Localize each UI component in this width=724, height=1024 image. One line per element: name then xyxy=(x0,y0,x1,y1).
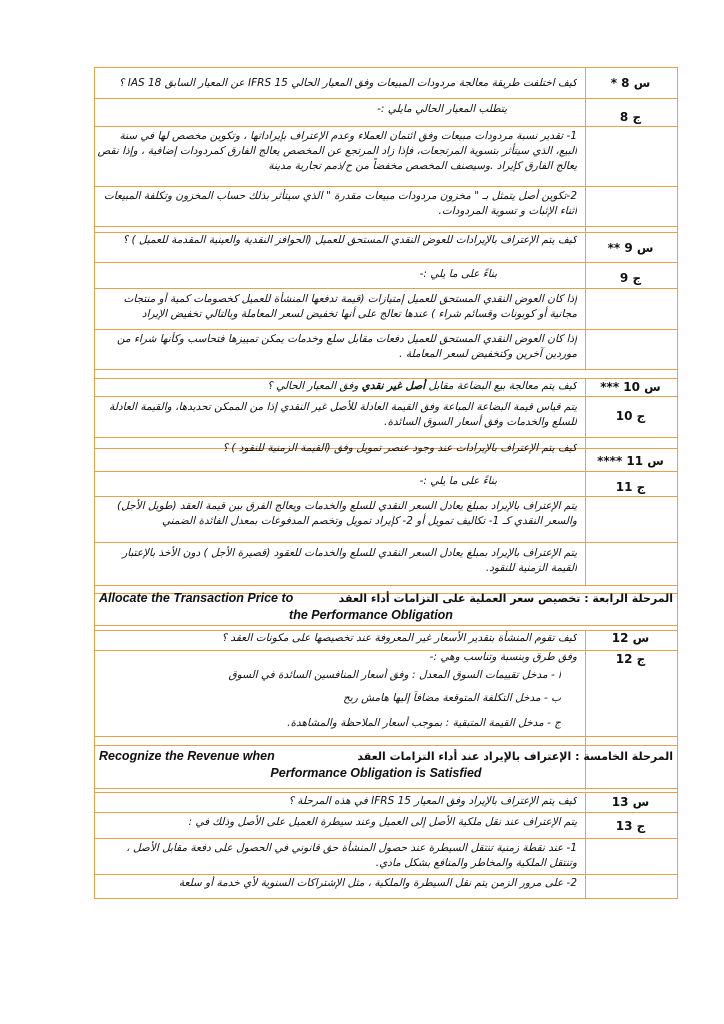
stage4-arabic: المرحلة الرابعة : تخصيص سعر العملية على التزامات أداء العقد xyxy=(338,592,673,605)
q9-label: س 9 ** xyxy=(607,241,654,255)
q10-question xyxy=(97,379,577,394)
q10-label: س 10 *** xyxy=(600,380,661,394)
q8-label: س 8 * xyxy=(610,76,651,90)
q13-label: س 13 xyxy=(611,795,650,809)
q9-question: كيف يتم الإعتراف بالإيرادات للعوض النقدي المستحق للعميل (الحوافز النقدية والعينية المقدمة للعميل ) ؟ xyxy=(122,234,577,246)
stage4-heading xyxy=(99,590,673,624)
q10-answer-label: ج 10 xyxy=(615,409,646,423)
q8-point2: 2-تكوين أصل يتمثل بـ " مخزون مردودات مبيعات مقدرة " الذي سيتأثر بذلك حساب المخزون وتكلفة المبيعات أثناء الإثبات و تسوية المردودات. xyxy=(103,190,577,217)
q8-answer-label: ج 8 xyxy=(619,110,642,124)
q12-label: س 12 xyxy=(611,631,650,645)
q11-question: كيف يتم الإعتراف بالإيرادات عند وجود عنصر تمويل وفق (القيمة الزمنية للنقود ) ؟ xyxy=(222,442,577,454)
q12-intro: وفق طرق وبنسبة وتناسب وهي :- xyxy=(429,651,577,663)
q10-answer: يتم قياس قيمة البضاعة المباعة وفق القيمة العادلة للأصل غير النقدي إذا من الممكن تحديدها، والقيمة العادلة للسلع والخدمات وفق أسعار السوق السائدة. xyxy=(109,401,577,428)
q11-point1: يتم الإعتراف بالإيراد بمبلغ يعادل السعر النقدي للسلع والخدمات ويعالج الفرق بين قيمة العقد (طويل الأجل) والسعر النقدي كـ 1- تكاليف تمويل أو 2- كإيراد تمويل وتخصم المدفوعات بمعدل الفائدة الضمني xyxy=(117,500,577,527)
q11-point2: يتم الإعتراف بالإيراد بمبلغ يعادل السعر النقدي للسلع والخدمات للعقود (قصيرة الأجل ) دون الأخذ بالإعتبار القيمة الزمنية للنقود. xyxy=(122,547,577,574)
q12-question: كيف تقوم المنشأة بتقدير الأسعار غير المعروفة عند تخصيصها على مكونات العقد ؟ xyxy=(221,632,577,644)
q9-intro: بناءً على ما يلي :- xyxy=(419,268,497,280)
q13-point1: 1- عند نقطة زمنية تنتقل السيطرة عند حصول المنشأة حق قانوني في الحصول على دفعة مقابل الأصل ، وتنتقل الملكية والمخاطر والمنافع بشكل مادي. xyxy=(126,842,577,869)
stage5-arabic: المرحلة الخامسة : الإعتراف بالإيراد عند أداء التزامات العقد xyxy=(357,750,673,763)
q12-answer-label: ج 12 xyxy=(615,652,646,666)
stage5-heading xyxy=(99,748,673,782)
q9-answer-label: ج 9 xyxy=(619,271,642,285)
q12-option-c: ج - مدخل القيمة المتبقية : بموجب أسعار الملاحظة والمشاهدة. xyxy=(287,717,561,729)
q12-option-b: ب - مدخل التكلفة المتوقعة مضافاً إليها هامش ربح xyxy=(343,692,561,704)
qa-table xyxy=(94,67,678,899)
q10-question-a: كيف يتم معالجة بيع البضاعة مقابل xyxy=(425,380,577,392)
q8-question: كيف اختلفت طريقة معالجة مردودات المبيعات وفق المعيار الحالي IFRS 15 عن المعيار السابق IAS 18 ؟ xyxy=(118,77,577,89)
q13-answer-label: ج 13 xyxy=(615,819,646,833)
q12-option-a: أ - مدخل تقييمات السوق المعدل : وفق أسعار المنافسين السائدة في السوق xyxy=(228,669,561,681)
stage4-english-2: the Performance Obligation xyxy=(289,608,453,622)
q9-point1: إذا كان العوض النقدي المستحق للعميل إمتيازات (قيمة تدفعها المنشأة للعميل كخصومات كمية أو منتجات مجانية أو كوبونات وقسائم شراء ) عندها تعالج على أنها تخفيض لسعر المعاملة وبالتالي تخفيض الإيراد xyxy=(123,293,577,320)
stage4-english-1: Allocate the Transaction Price to xyxy=(99,591,294,605)
q11-intro: بناءً على ما يلي :- xyxy=(419,475,497,487)
q11-answer-label: ج 11 xyxy=(615,480,646,494)
q9-point2: إذا كان العوض النقدي المستحق للعميل دفعات مقابل سلع وخدمات يمكن تمييزها فتحاسب وكأنها شراء من موردين آخرين وكتخفيض لسعر المعاملة . xyxy=(116,333,577,360)
q10-question-c: وفق المعيار الحالي ؟ xyxy=(267,380,362,392)
stage5-english-2: Performance Obligation is Satisfied xyxy=(270,766,482,780)
q13-question: كيف يتم الإعتراف بالإيراد وفق المعيار IFRS 15 في هذه المرحلة ؟ xyxy=(288,795,577,807)
q8-point1: 1- تقدير نسبة مردودات مبيعات وفق ائتمان العملاء وعدم الإعتراف بإيراداتها ، وتكوين مخصص لها في سنة البيع، الذي سيتأثر بتسوية المرتجعات، فإذا زاد المرتجع عن المخصص يعالج الفارق كمردودات إضافية ، وإذا نقص يعالج الفارق كإيراد .وسيصنف المخصص مخفضاً من ح/ذمم تجارية مدينة xyxy=(97,130,577,172)
q13-intro: يتم الإعتراف عند نقل ملكية الأصل إلى العميل وعند سيطرة العميل على الأصل وذلك في : xyxy=(188,816,577,828)
q10-question-b: أصل غير نقدي xyxy=(361,380,426,392)
q8-intro: يتطلب المعيار الحالي مايلي :- xyxy=(377,103,507,115)
stage5-english-1: Recognize the Revenue when xyxy=(99,749,275,763)
q11-label: س 11 **** xyxy=(597,454,664,468)
q13-point2: 2- على مرور الزمن يتم نقل السيطرة والملكية ، مثل الإشتراكات السنوية لأي خدمة أو سلعة xyxy=(178,877,577,889)
